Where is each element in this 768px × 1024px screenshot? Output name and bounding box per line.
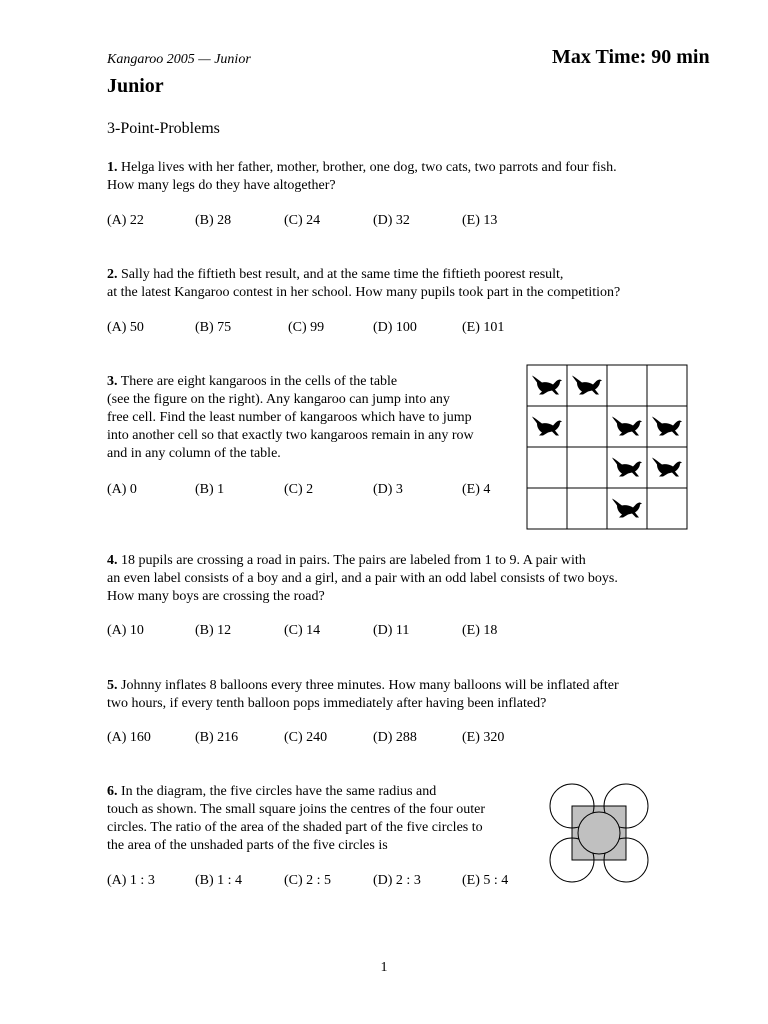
- question-text: at the latest Kangaroo contest in her school. How many pupils took part in the competition?: [107, 285, 621, 300]
- question-text: Helga lives with her father, mother, brother, one dog, two cats, two parrots and four fish.: [121, 160, 617, 175]
- question-text: the area of the unshaded parts of the five circles is: [107, 838, 388, 853]
- option-e: (E) 13: [462, 213, 498, 228]
- question-text: into another cell so that exactly two kangaroos remain in any row: [107, 428, 474, 443]
- option-c: (C) 2 : 5: [284, 873, 332, 888]
- page-title: Junior: [107, 75, 164, 97]
- question-5: [107, 677, 619, 713]
- question-number: 4.: [107, 553, 118, 568]
- five-circles-figure: [546, 780, 652, 886]
- option-b: (B) 12: [195, 623, 232, 638]
- option-a: (A) 22: [107, 213, 144, 228]
- question-text: How many boys are crossing the road?: [107, 589, 325, 604]
- option-a: (A) 50: [107, 320, 144, 335]
- grid-cell: [527, 447, 567, 488]
- option-a: (A) 160: [107, 730, 151, 745]
- question-text: There are eight kangaroos in the cells of the table: [120, 374, 398, 389]
- question-text: In the diagram, the five circles have the same radius and: [121, 784, 437, 799]
- question-text: free cell. Find the least number of kangaroos which have to jump: [107, 410, 472, 425]
- option-a: (A) 0: [107, 482, 137, 497]
- contest-header: Kangaroo 2005 — Junior: [107, 52, 251, 67]
- question-text: and in any column of the table.: [107, 446, 281, 461]
- center-circle: [578, 812, 620, 854]
- question-text: touch as shown. The small square joins the centres of the four outer: [107, 802, 486, 817]
- question-3: [107, 373, 474, 463]
- grid-cell: [527, 488, 567, 529]
- option-d: (D) 288: [373, 730, 417, 745]
- question-2: [107, 266, 620, 302]
- question-4: [107, 552, 618, 606]
- option-c: (C) 99: [288, 320, 325, 335]
- grid-cell: [567, 447, 607, 488]
- option-e: (E) 320: [462, 730, 505, 745]
- question-text: Sally had the fiftieth best result, and at the same time the fiftieth poorest result,: [121, 267, 564, 282]
- question-text: (see the figure on the right). Any kangaroo can jump into any: [107, 392, 450, 407]
- question-number: 6.: [107, 784, 118, 799]
- option-e: (E) 4: [462, 482, 491, 497]
- option-d: (D) 2 : 3: [373, 873, 421, 888]
- option-c: (C) 24: [284, 213, 321, 228]
- option-e: (E) 5 : 4: [462, 873, 509, 888]
- question-number: 3.: [107, 374, 118, 389]
- option-b: (B) 216: [195, 730, 239, 745]
- grid-cell: [647, 365, 687, 406]
- question-text: 18 pupils are crossing a road in pairs. The pairs are labeled from 1 to 9. A pair with: [121, 553, 586, 568]
- option-d: (D) 3: [373, 482, 403, 497]
- max-time: Max Time: 90 min: [552, 46, 710, 68]
- question-text: How many legs do they have altogether?: [107, 178, 336, 193]
- question-6: [107, 783, 485, 855]
- question-number: 1.: [107, 160, 118, 175]
- option-d: (D) 32: [373, 213, 410, 228]
- option-d: (D) 100: [373, 320, 417, 335]
- option-a: (A) 1 : 3: [107, 873, 155, 888]
- question-text: an even label consists of a boy and a girl, and a pair with an odd label consists of two boys.: [107, 571, 618, 586]
- option-d: (D) 11: [373, 623, 410, 638]
- question-text: Johnny inflates 8 balloons every three minutes. How many balloons will be inflated after: [121, 678, 619, 693]
- question-text: two hours, if every tenth balloon pops immediately after having been inflated?: [107, 696, 547, 711]
- question-number: 5.: [107, 678, 118, 693]
- page-number: 1: [380, 960, 388, 975]
- option-c: (C) 2: [284, 482, 314, 497]
- option-b: (B) 1 : 4: [195, 873, 243, 888]
- grid-cell: [567, 406, 607, 447]
- grid-cell: [567, 488, 607, 529]
- question-1: [107, 159, 617, 195]
- question-number: 2.: [107, 267, 118, 282]
- option-e: (E) 18: [462, 623, 498, 638]
- option-b: (B) 75: [195, 320, 232, 335]
- option-c: (C) 240: [284, 730, 328, 745]
- question-text: circles. The ratio of the area of the shaded part of the five circles to: [107, 820, 483, 835]
- option-b: (B) 1: [195, 482, 225, 497]
- option-b: (B) 28: [195, 213, 232, 228]
- grid-cell: [607, 365, 647, 406]
- kangaroo-grid-figure: [526, 364, 688, 530]
- option-c: (C) 14: [284, 623, 321, 638]
- option-a: (A) 10: [107, 623, 144, 638]
- option-e: (E) 101: [462, 320, 505, 335]
- grid-cell: [647, 488, 687, 529]
- section-heading: 3-Point-Problems: [107, 120, 220, 137]
